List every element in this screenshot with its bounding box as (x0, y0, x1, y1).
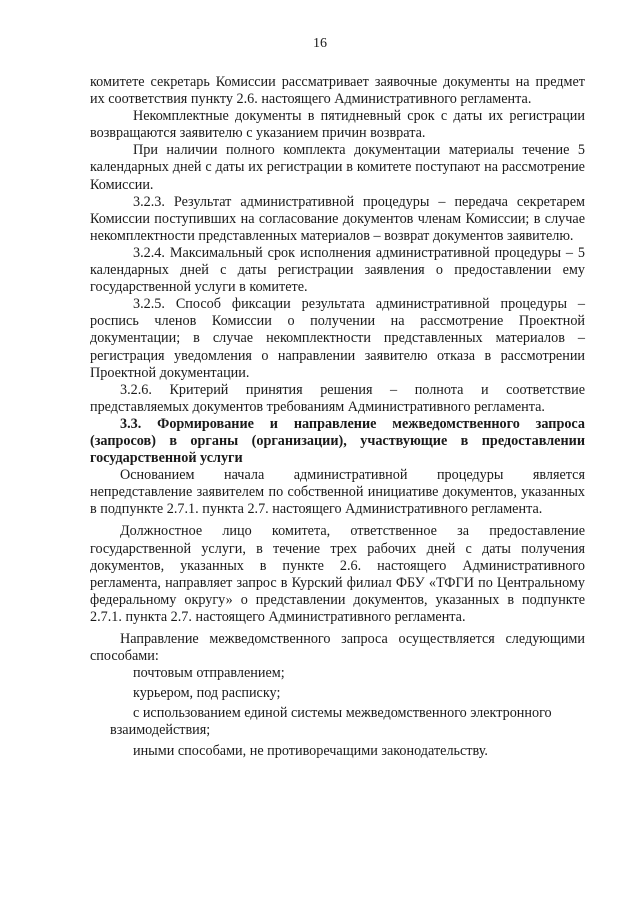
page-number: 16 (313, 36, 327, 51)
paragraph: Основанием начала административной процедуры является непредставление заявителем по собственной инициативе документов, указанных в подпункте 2.7.1. пункта 2.7. настоящего Административного регламента. (90, 467, 585, 518)
paragraph: иными способами, не противоречащими законодательству. (133, 742, 488, 759)
paragraph: Должностное лицо комитета, ответственное за предоставление государственной услуги, в течение трех рабочих дней с даты получения документов, указанных в пункте 2.6. настоящего Административного регламента, направляет запрос в Курский филиал ФБУ «ТФГИ по Центральному федеральному округу» о представлении документов, указанных в подпункте 2.7.1. пункта 2.7. настоящего Административного регламента. (90, 523, 585, 625)
paragraph: 3.2.4. Максимальный срок исполнения административной процедуры – 5 календарных дней с даты регистрации заявления о предоставлении ему государственной услуги в комитете. (90, 244, 585, 296)
paragraph: комитете секретарь Комиссии рассматривает заявочные документы на предмет их соответствия пункту 2.6. настоящего Административного регламента. (90, 74, 585, 108)
paragraph: почтовым отправлением; (133, 665, 285, 682)
paragraph: 3.2.3. Результат административной процедуры – передача секретарем Комиссии поступивших на согласование документов членам Комиссии; в случае некомплектности представленных материалов – возврат документов заявителю. (90, 193, 585, 244)
section-heading: 3.3. Формирование и направление межведомственного запроса (запросов) в органы (организации), участвующие в предоставлении государственной услуги (90, 415, 585, 467)
paragraph: 3.2.5. Способ фиксации результата административной процедуры – роспись членов Комиссии о получении на рассмотрение Проектной документации; в случае некомплектности представленных материалов – регистрация уведомления о направлении заявителю отказа в рассмотрении Проектной документации. (90, 296, 585, 381)
paragraph: курьером, под расписку; (133, 685, 281, 702)
document-body (90, 74, 585, 760)
paragraph: с использованием единой системы межведомственного электронного взаимодействия; (110, 705, 552, 739)
paragraph: При наличии полного комплекта документации материалы течение 5 календарных дней с даты их регистрации в комитете поступают на рассмотрение Комиссии. (90, 142, 585, 193)
paragraph: 3.2.6. Критерий принятия решения – полнота и соответствие представляемых документов требованиям Административного регламента. (90, 381, 585, 415)
paragraph: Некомплектные документы в пятидневный срок с даты их регистрации возвращаются заявителю с указанием причин возврата. (90, 108, 585, 142)
paragraph: Направление межведомственного запроса осуществляется следующими способами: (90, 631, 585, 665)
